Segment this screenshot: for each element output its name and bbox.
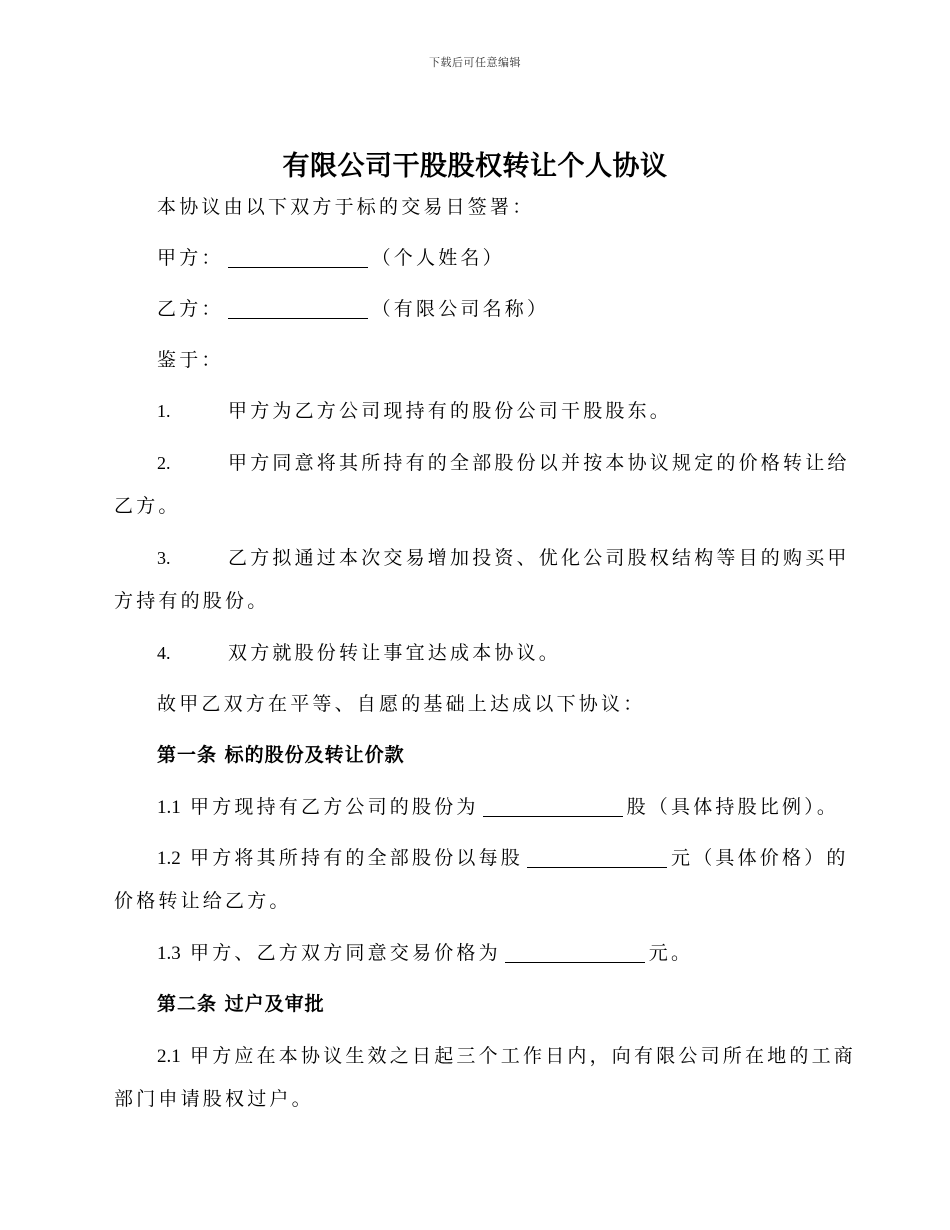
clause-number: 1.2 [157,848,181,869]
shares-blank [483,796,623,817]
party-a-line [157,237,879,280]
clause-text: 甲方将其所持有的全部股份以每股 [180,847,523,869]
party-b-line [157,288,879,331]
article-2-heading: 第二条 过户及审批 [157,993,325,1015]
recital-number: 3. [157,548,171,568]
clause-2-1-continuation: 部门申请股权过户。 [114,1088,314,1110]
clause-text: 甲方现持有乙方公司的股份为 [180,796,479,818]
agreement-intro: 故甲乙双方在平等、自愿的基础上达成以下协议： [157,693,646,715]
party-b-label: 乙方： [157,298,224,320]
header-note: 下载后可任意编辑 [429,56,521,69]
clause-text: 元。 [648,942,694,964]
recital-text: 甲方为乙方公司现持有的股份公司干股股东。 [228,400,673,422]
party-b-note: （有限公司名称） [371,298,550,320]
document-title: 有限公司干股股权转让个人协议 [282,151,668,182]
clause-number: 2.1 [157,1046,181,1067]
recital-continuation: 乙方。 [114,495,181,517]
clause-text: 甲方应在本协议生效之日起三个工作日内，向有限公司所在地的工商 [180,1045,856,1067]
clause-text: 股（具体持股比例）。 [626,796,840,818]
party-a-blank [228,247,368,268]
recital-number: 4. [157,643,171,663]
clause-1-1 [157,786,879,829]
intro-paragraph: 本协议由以下双方于标的交易日签署： [157,196,535,218]
clause-text: 甲方、乙方双方同意交易价格为 [180,942,501,964]
clause-number: 1.1 [157,797,181,818]
clause-text: 元（具体价格）的 [671,847,849,869]
total-price-blank [505,942,645,963]
whereas-label: 鉴于： [157,349,224,371]
recital-text: 双方就股份转让事宜达成本协议。 [228,642,562,664]
recital-text: 乙方拟通过本次交易增加投资、优化公司股权结构等目的购买甲 [228,547,850,569]
recital-number: 1. [157,401,171,421]
clause-1-2-continuation: 价格转让给乙方。 [114,890,292,912]
party-b-blank [228,298,368,319]
article-1-heading: 第一条 标的股份及转让价款 [157,744,405,766]
clause-number: 1.3 [157,943,181,964]
party-a-note: （个人姓名） [371,247,505,269]
clause-2-1 [157,1035,879,1078]
clause-1-2 [157,837,879,880]
recital-number: 2. [157,453,171,473]
price-per-share-blank [527,847,667,868]
party-a-label: 甲方： [157,247,224,269]
recital-text: 甲方同意将其所持有的全部股份以并按本协议规定的价格转让给 [228,452,850,474]
clause-1-3 [157,932,879,975]
recital-continuation: 方持有的股份。 [114,590,270,612]
